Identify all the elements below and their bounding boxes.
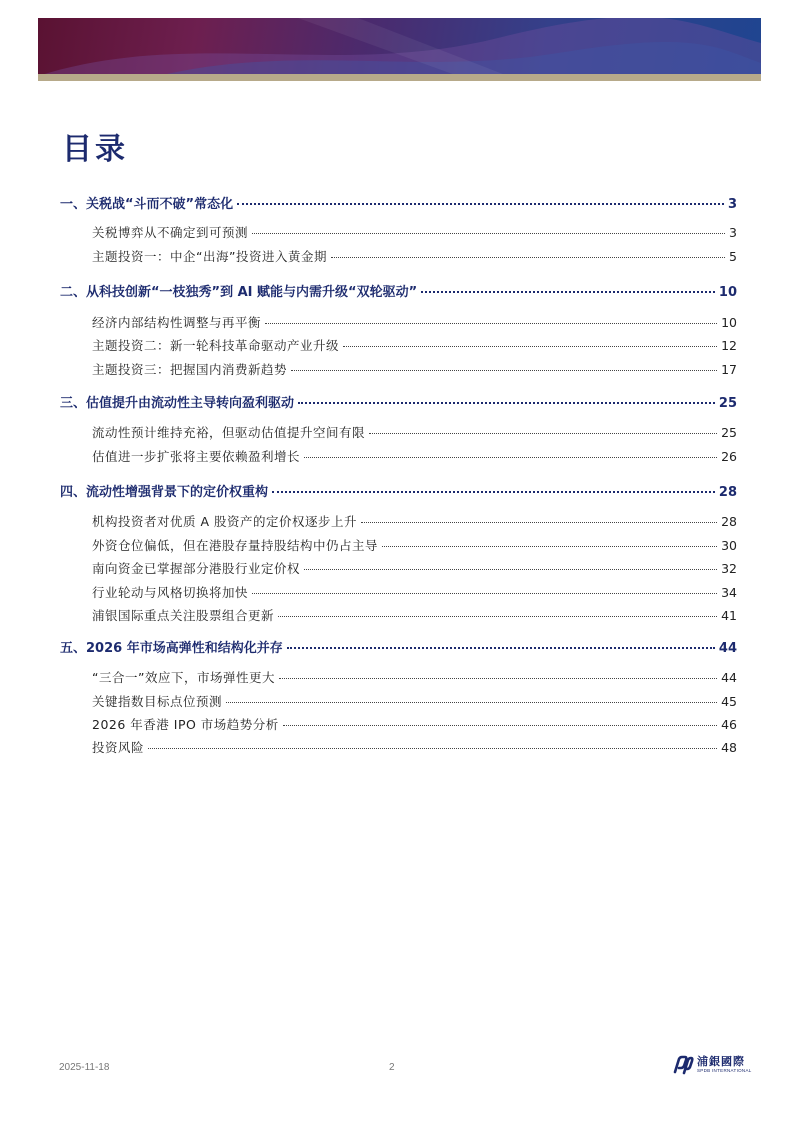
toc-entry-label: 2026 年香港 IPO 市场趋势分析	[92, 717, 279, 732]
toc-entry-label: 外资仓位偏低，但在港股存量持股结构中仍占主导	[92, 538, 379, 553]
toc-subsection-entry[interactable]	[92, 536, 737, 554]
company-logo	[672, 1054, 752, 1076]
toc-entry-label: 估值进一步扩张将主要依赖盈利增长	[92, 449, 301, 464]
toc-dot-leader	[298, 402, 715, 404]
toc-dot-leader	[287, 647, 715, 649]
toc-dot-leader	[148, 748, 717, 749]
footer-page-number: 2	[389, 1062, 395, 1073]
toc-entry-label: 二、从科技创新“一枝独秀”到 AI 赋能与内需升级“双轮驱动”	[60, 285, 418, 300]
toc-subsection-entry[interactable]	[92, 738, 737, 756]
toc-dot-leader	[237, 203, 724, 205]
logo-english-name: SPDB INTERNATIONAL	[697, 1068, 752, 1074]
toc-entry-label: 行业轮动与风格切换将加快	[92, 585, 249, 600]
toc-subsection-entry[interactable]	[92, 668, 737, 686]
toc-entry-label: 一、关税战“斗而不破”常态化	[60, 197, 234, 212]
toc-entry-label: 经济内部结构性调整与再平衡	[92, 315, 262, 330]
toc-entry-page-number: 46	[721, 717, 737, 732]
toc-subsection-entry[interactable]	[92, 583, 737, 601]
logo-mark-icon	[672, 1054, 694, 1076]
toc-dot-leader	[252, 233, 725, 234]
toc-dot-leader	[283, 725, 717, 726]
toc-dot-leader	[252, 593, 717, 594]
toc-dot-leader	[291, 370, 717, 371]
toc-subsection-entry[interactable]	[92, 559, 737, 577]
toc-dot-leader	[331, 257, 725, 258]
toc-dot-leader	[343, 346, 717, 347]
toc-entry-page-number: 10	[718, 285, 737, 300]
toc-entry-page-number: 26	[721, 449, 737, 464]
toc-subsection-entry[interactable]	[92, 512, 737, 530]
toc-subsection-entry[interactable]	[92, 313, 737, 331]
toc-entry-page-number: 28	[718, 485, 737, 500]
toc-subsection-entry[interactable]	[92, 336, 737, 354]
header-gold-strip	[38, 74, 761, 81]
toc-dot-leader	[382, 546, 717, 547]
toc-entry-label: “三合一”效应下，市场弹性更大	[92, 670, 275, 685]
toc-entry-label: 流动性预计维持充裕，但驱动估值提升空间有限	[92, 425, 366, 440]
toc-section-entry[interactable]	[60, 637, 737, 656]
toc-entry-label: 关税博弈从不确定到可预测	[92, 225, 249, 240]
toc-dot-leader	[265, 323, 717, 324]
toc-dot-leader	[279, 678, 717, 679]
toc-entry-page-number: 3	[727, 197, 737, 212]
toc-entry-label: 关键指数目标点位预测	[92, 694, 223, 709]
toc-entry-page-number: 32	[721, 561, 737, 576]
toc-subsection-entry[interactable]	[92, 692, 737, 710]
toc-entry-page-number: 45	[721, 694, 737, 709]
toc-entry-label: 机构投资者对优质 A 股资产的定价权逐步上升	[92, 514, 357, 529]
page-title: 目录	[62, 132, 128, 167]
toc-section-entry[interactable]	[60, 392, 737, 411]
toc-entry-page-number: 28	[721, 514, 737, 529]
toc-entry-page-number: 41	[721, 608, 737, 623]
toc-entry-label: 主题投资二：新一轮科技革命驱动产业升级	[92, 338, 340, 353]
toc-subsection-entry[interactable]	[92, 247, 737, 265]
toc-entry-label: 浦银国际重点关注股票组合更新	[92, 608, 275, 623]
footer-date: 2025-11-18	[59, 1062, 110, 1073]
toc-entry-page-number: 30	[721, 538, 737, 553]
header-banner	[38, 18, 761, 76]
toc-subsection-entry[interactable]	[92, 423, 737, 441]
toc-dot-leader	[304, 457, 717, 458]
toc-subsection-entry[interactable]	[92, 606, 737, 624]
banner-wave-graphic	[38, 18, 761, 76]
toc-entry-page-number: 3	[729, 225, 737, 240]
toc-entry-page-number: 44	[721, 670, 737, 685]
toc-entry-page-number: 48	[721, 740, 737, 755]
toc-entry-label: 南向资金已掌握部分港股行业定价权	[92, 561, 301, 576]
toc-entry-page-number: 5	[729, 249, 737, 264]
toc-subsection-entry[interactable]	[92, 223, 737, 241]
toc-section-entry[interactable]	[60, 281, 737, 300]
toc-entry-label: 投资风险	[92, 740, 145, 755]
toc-dot-leader	[304, 569, 717, 570]
toc-subsection-entry[interactable]	[92, 715, 737, 733]
toc-dot-leader	[361, 522, 717, 523]
toc-subsection-entry[interactable]	[92, 360, 737, 378]
toc-dot-leader	[226, 702, 717, 703]
toc-dot-leader	[278, 616, 717, 617]
toc-entry-page-number: 10	[721, 315, 737, 330]
toc-dot-leader	[369, 433, 717, 434]
toc-entry-page-number: 25	[721, 425, 737, 440]
toc-entry-label: 五、2026 年市场高弹性和结构化并存	[60, 641, 283, 656]
toc-entry-label: 主题投资三：把握国内消费新趋势	[92, 362, 288, 377]
toc-entry-page-number: 25	[718, 396, 737, 411]
toc-entry-label: 四、流动性增强背景下的定价权重构	[60, 485, 269, 500]
toc-entry-label: 主题投资一：中企“出海”投资进入黄金期	[92, 249, 327, 264]
toc-entry-page-number: 17	[721, 362, 737, 377]
toc-dot-leader	[272, 491, 715, 493]
toc-section-entry[interactable]	[60, 481, 737, 500]
toc-dot-leader	[421, 291, 715, 293]
toc-entry-page-number: 12	[721, 338, 737, 353]
toc-section-entry[interactable]	[60, 193, 737, 212]
toc-entry-page-number: 44	[718, 641, 737, 656]
toc-subsection-entry[interactable]	[92, 447, 737, 465]
toc-entry-page-number: 34	[721, 585, 737, 600]
toc-entry-label: 三、估值提升由流动性主导转向盈利驱动	[60, 396, 295, 411]
logo-chinese-name: 浦銀國際	[697, 1055, 745, 1069]
